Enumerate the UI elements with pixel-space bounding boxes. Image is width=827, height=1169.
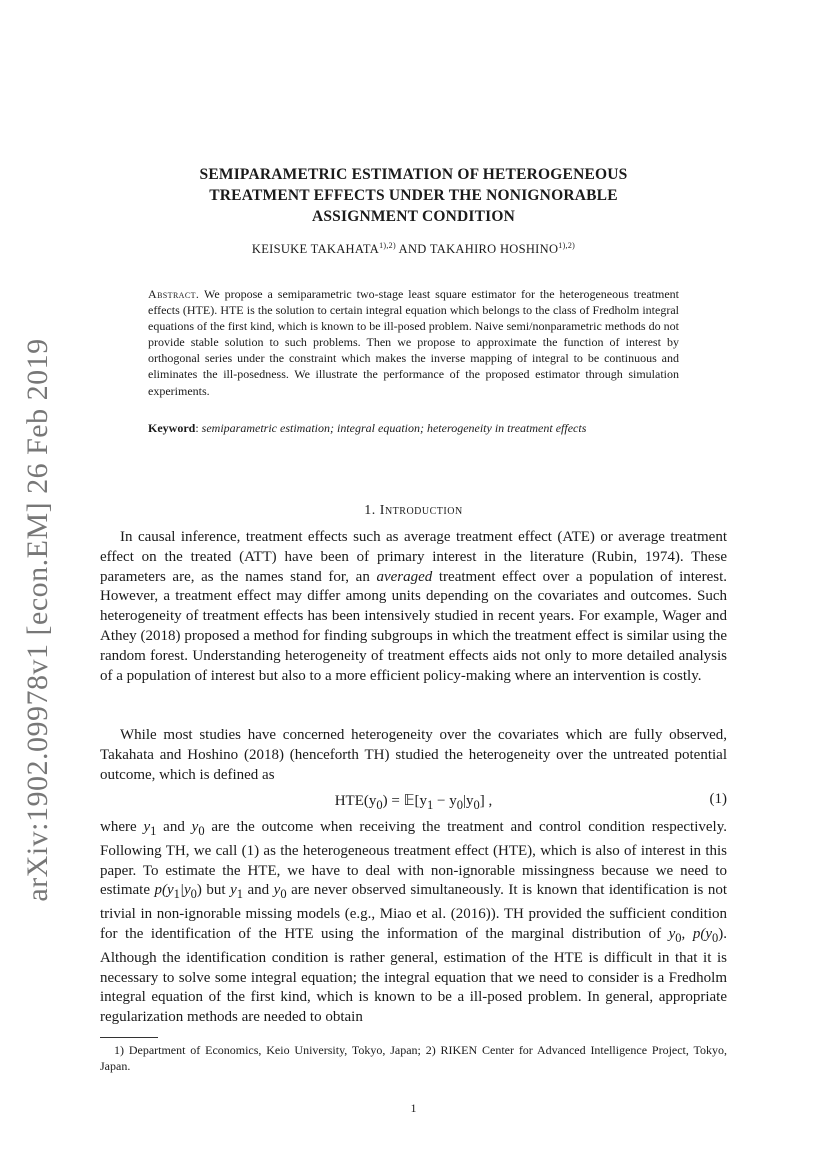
intro-paragraph-1 [100, 528, 727, 686]
keywords-separator: : [195, 421, 202, 435]
author-1-name: KEISUKE TAKAHATA [251, 242, 380, 257]
keywords [148, 420, 679, 436]
paper-title [100, 164, 727, 227]
title-line-1: SEMIPARAMETRIC ESTIMATION OF HETEROGENEOUS [199, 166, 628, 183]
equation-body [100, 791, 727, 813]
paragraph-3-text: are never observed simultaneously. It is known that identification is not trivial in non-ignorable missing models (e.g., Miao et al. (2016)). TH provided the sufficient condition for the identification of the HTE using the information of the marginal distribution of [100, 882, 728, 942]
equation-subscript: 0 [473, 798, 480, 812]
author-2-name: TAKAHIRO HOSHINO [429, 242, 559, 257]
paragraph-3-text: are the outcome when receiving the treatment and control condition respectively. Following TH, we call (1) as the heterogeneous treatment effect (HTE), which is also of interest in this paper. To estimate the HTE, we have to deal with non-ignorable missingness because we need to estimate [100, 819, 727, 899]
math-variable: y [143, 819, 151, 835]
intro-paragraph-2: While most studies have concerned heterogeneity over the covariates which are fully observed, Takahata and Hoshino (2018) (henceforth TH) studied the heterogeneity over the untreated potential outcome, which is defined as [100, 727, 727, 783]
paragraph-3-text: , [681, 925, 693, 942]
math-subscript: 1 [236, 887, 243, 902]
author-list [100, 241, 727, 257]
math-subscript: 1 [173, 887, 180, 902]
title-line-2: TREATMENT EFFECTS UNDER THE NONIGNORABLE [209, 187, 618, 204]
title-line-3: ASSIGNMENT CONDITION [311, 208, 516, 225]
paragraph-3-text: and [243, 882, 274, 899]
math-subscript: 0 [712, 930, 719, 945]
section-title: Introduction [379, 503, 463, 518]
math-variable: y [273, 882, 281, 899]
equation-subscript: 0 [376, 798, 383, 812]
paragraph-3-text: and [156, 819, 192, 835]
author-conjunction: AND [395, 242, 430, 257]
author-1-affiliation: 1),2) [379, 241, 396, 250]
math-variable: y [230, 882, 237, 899]
abstract-text: We propose a semiparametric two-stage least square estimator for the heterogeneous treatment effects (HTE). HTE is the solution to certain integral equation which belongs to the class of Fredholm integral equations of the first kind, which is known to be ill-posed problem. Naive semi/nonparametric methods do not provide stable solution to such problems. Then we propose to approximate the function of interest by orthogonal series under the constraint which makes the inverse mapping of integral to be continuous and eliminates the ill-posedness. We illustrate the performance of the proposed estimator through simulation experiments. [148, 287, 679, 398]
abstract-label: Abstract. [148, 287, 200, 301]
equation-subscript: 0 [456, 798, 463, 812]
paragraph-1-part-1: In causal inference, treatment effects such as average treatment effect (ATE) or average treatment effect on the treated (ATT) have been of primary interest in the literature (Rubin, 1974). These parameters are, as the names stand for, an [100, 529, 727, 585]
arxiv-identifier-text: arXiv:1902.09978v1 [econ.EM] 26 Feb 2019 [21, 338, 54, 902]
math-variable: ) [718, 925, 724, 942]
paragraph-1-emphasis: averaged [376, 568, 433, 585]
math-variable: p(y [692, 925, 713, 942]
math-variable: p(y [154, 882, 174, 899]
math-variable: y [668, 925, 676, 942]
equation-1 [100, 791, 727, 813]
math-variable: ) [196, 882, 202, 899]
equation-rhs: − y [433, 793, 457, 809]
footnote-affiliations: 1) Department of Economics, Keio University, Tokyo, Japan; 2) RIKEN Center for Advanced Intelligence Project, Tokyo, Japan. [100, 1043, 727, 1073]
paragraph-3-text: . Although the identification condition is rather general, estimation of the HTE is difficult in that it is necessary to solve some integral equation; the integral equation that we need to consider is a Fredholm integral equation of the first kind, which is known to be a ill-posed problem. In general, appropriate regularization methods are needed to obtain [100, 925, 728, 1026]
equation-rhs: ] , [479, 793, 493, 809]
math-subscript: 1 [150, 824, 157, 838]
paragraph-3-text: where [100, 819, 144, 835]
footnote-divider [100, 1037, 158, 1038]
keywords-label: Keyword [148, 421, 196, 435]
math-subscript: 0 [280, 887, 287, 902]
equation-number: (1) [709, 791, 727, 807]
section-number: 1. [364, 503, 376, 518]
paragraph-3-text: but [201, 882, 231, 899]
equation-lhs: HTE(y [334, 793, 377, 809]
paragraph-1-part-2: treatment effect over a population of interest. However, a treatment effect may differ among units depending on the covariates and outcomes. Such heterogeneity of treatment effects has been intensively studied in recent years. For example, Wager and Athey (2018) proposed a method for finding subgroups in which the treatment effect is similar using the random forest. Understanding heterogeneity of treatment effects aids not only to more detailed analysis of a population of interest but also to a more efficient policy-making where an intervention is costly. [100, 568, 727, 684]
math-subscript: 0 [198, 824, 205, 838]
math-subscript: 0 [675, 930, 682, 945]
section-heading-introduction [100, 503, 727, 519]
page-number: 1 [410, 1101, 417, 1115]
keywords-text: semiparametric estimation; integral equation; heterogeneity in treatment effects [201, 421, 587, 435]
arxiv-identifier-stamp [18, 340, 58, 900]
intro-paragraph-3 [100, 818, 727, 1028]
equation-rhs: ) = 𝔼[y [382, 793, 428, 809]
math-variable: |y [179, 882, 191, 899]
author-2-affiliation: 1),2) [558, 241, 576, 250]
abstract [148, 286, 679, 399]
math-variable: y [191, 819, 199, 835]
equation-rhs: |y [463, 793, 474, 809]
equation-subscript: 1 [427, 798, 434, 812]
math-subscript: 0 [190, 887, 197, 902]
